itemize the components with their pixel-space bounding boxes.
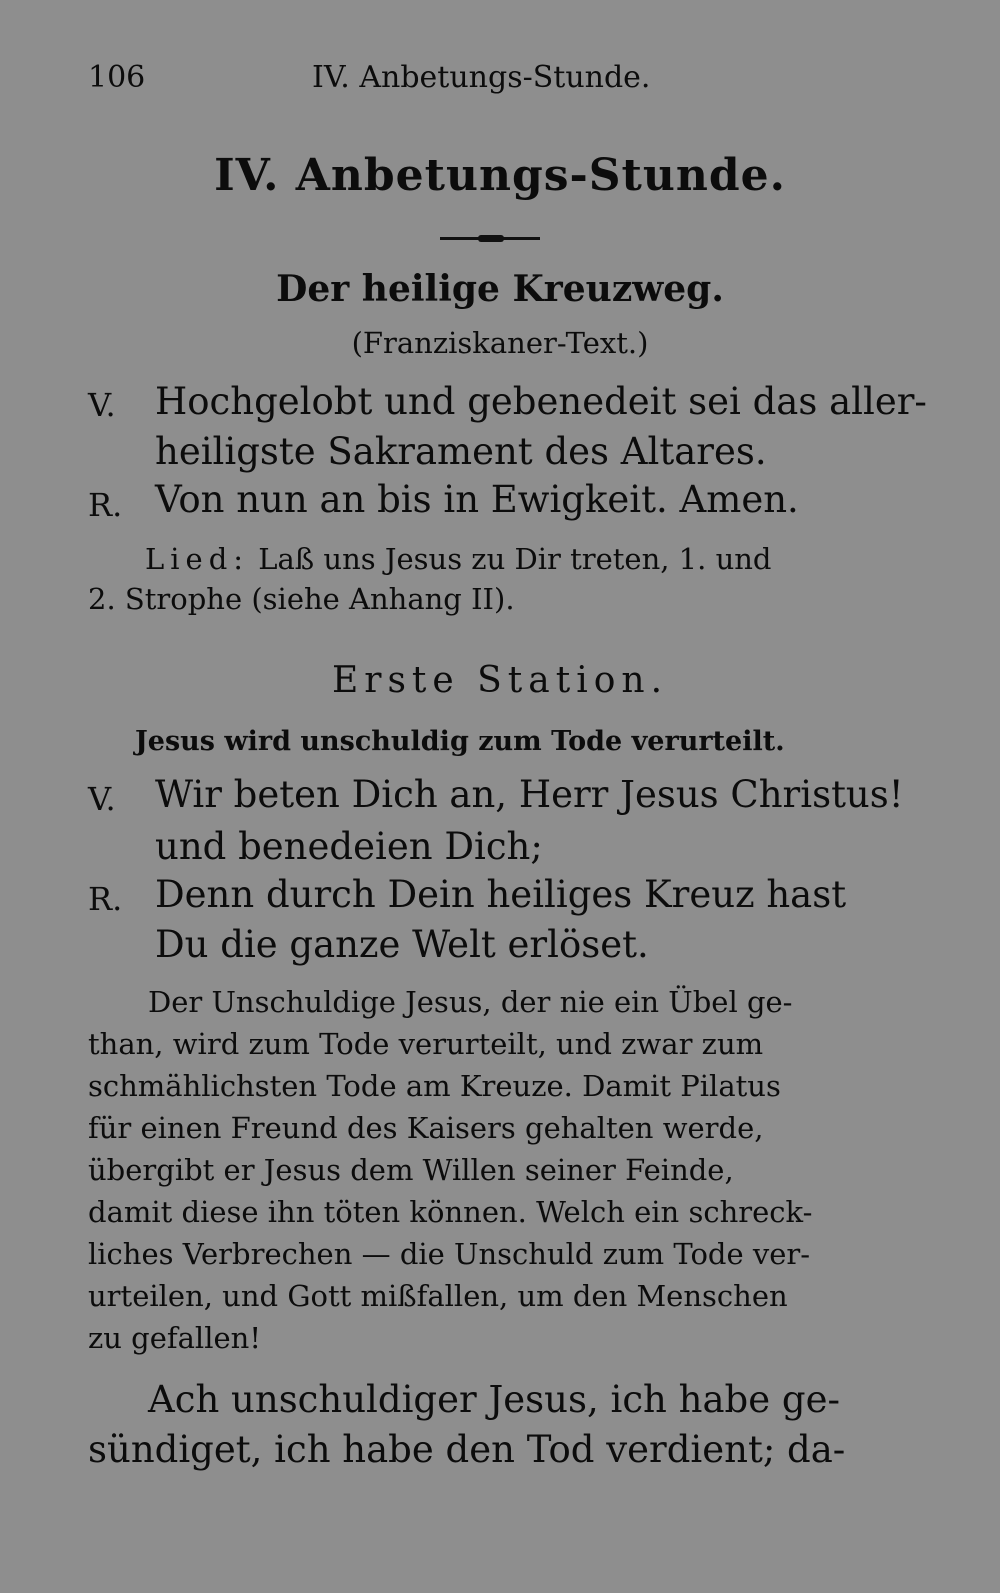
- paragraph-line-4: für einen Freund des Kaisers gehalten werde,: [88, 1111, 764, 1145]
- song-line-2: 2. Strophe (siehe Anhang II).: [88, 582, 515, 616]
- song-text: Laß uns Jesus zu Dir treten, 1. und: [258, 542, 772, 576]
- song-line-1: [145, 542, 772, 576]
- section-note: (Franziskaner-Text.): [351, 326, 649, 360]
- paragraph-line-8: urteilen, und Gott mißfallen, um den Menschen: [88, 1279, 788, 1313]
- song-label: Lied:: [145, 542, 250, 576]
- section-heading: Der heilige Kreuzweg.: [276, 268, 724, 310]
- page-number: 106: [88, 60, 146, 95]
- title-divider: [440, 237, 540, 240]
- station-response-mark: R.: [88, 880, 123, 918]
- station-versicle-mark: V.: [88, 780, 116, 818]
- versicle-mark: V.: [88, 386, 116, 424]
- paragraph-line-6: damit diese ihn töten können. Welch ein schreck-: [88, 1195, 813, 1229]
- station-versicle-line-2: und benedeien Dich;: [155, 825, 543, 868]
- response-mark: R.: [88, 486, 123, 524]
- paragraph-line-9: zu gefallen!: [88, 1321, 261, 1355]
- paragraph-line-1: Der Unschuldige Jesus, der nie ein Übel ge-: [148, 985, 793, 1019]
- paragraph-line-7: liches Verbrechen — die Unschuld zum Tode ver-: [88, 1237, 811, 1271]
- opening-versicle-line-2: heiligste Sakrament des Altares.: [155, 430, 767, 473]
- paragraph-line-2: than, wird zum Tode verurteilt, und zwar zum: [88, 1027, 764, 1061]
- station-versicle-line-1: Wir beten Dich an, Herr Jesus Christus!: [155, 773, 904, 816]
- prayer-line-1: Ach unschuldiger Jesus, ich habe ge-: [148, 1378, 840, 1421]
- station-response-line-2: Du die ganze Welt erlöset.: [155, 923, 649, 966]
- paragraph-line-3: schmählichsten Tode am Kreuze. Damit Pilatus: [88, 1069, 781, 1103]
- opening-response-line-1: Von nun an bis in Ewigkeit. Amen.: [155, 478, 799, 521]
- running-title: IV. Anbetungs-Stunde.: [312, 60, 651, 95]
- station-subtitle: Jesus wird unschuldig zum Tode verurteilt.: [135, 726, 785, 757]
- prayer-line-2: sündiget, ich habe den Tod verdient; da-: [88, 1428, 846, 1471]
- page-title: IV. Anbetungs-Stunde.: [214, 150, 786, 201]
- station-response-line-1: Denn durch Dein heiliges Kreuz hast: [155, 873, 847, 916]
- opening-versicle-line-1: Hochgelobt und gebenedeit sei das aller-: [155, 380, 927, 423]
- paragraph-line-5: übergibt er Jesus dem Willen seiner Feinde,: [88, 1153, 734, 1187]
- station-heading: Erste Station.: [331, 660, 669, 701]
